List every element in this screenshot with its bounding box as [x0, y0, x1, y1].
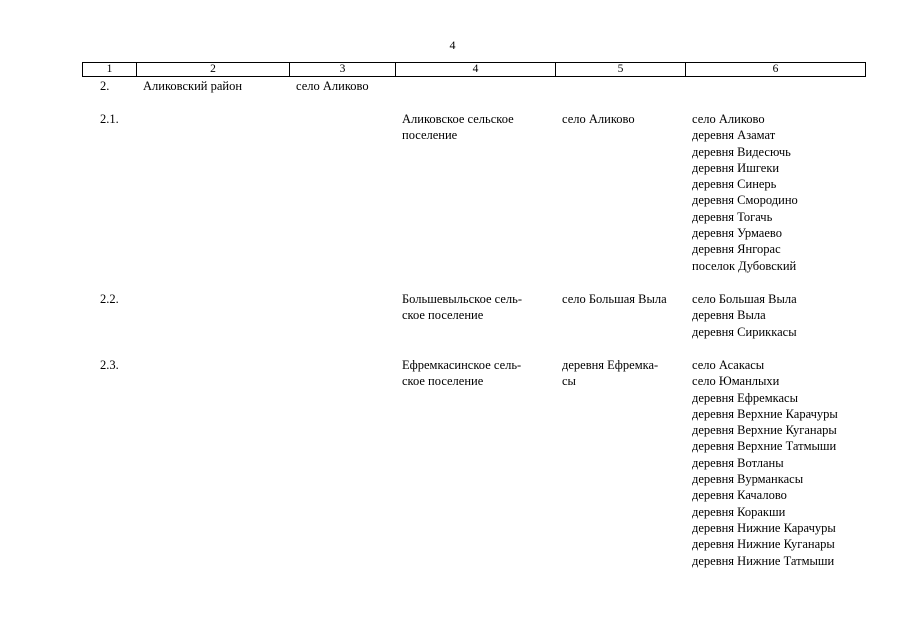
settlement-line: ское поселение: [402, 374, 484, 389]
row-number: 2.2.: [100, 292, 119, 306]
list-item: деревня Верхние Куганары: [692, 423, 837, 438]
list-item: село Асакасы: [692, 358, 765, 372]
row-number: 2.: [100, 79, 110, 93]
admin-center-line: село Большая Выла: [562, 292, 667, 306]
header-col-3: 3: [290, 63, 396, 77]
list-item: деревня Нижние Карачуры: [692, 520, 836, 535]
admin-center-line: сы: [562, 374, 576, 389]
settlement-name: [402, 357, 521, 390]
header-col-6: 6: [686, 63, 866, 77]
list-item: деревня Коракши: [692, 504, 786, 519]
row-number: 2.3.: [100, 358, 119, 372]
header-col-4: 4: [396, 63, 556, 77]
admin-center-line: деревня Ефремка-: [562, 358, 659, 372]
places-list: [692, 111, 798, 274]
settlement-line: Аликовское сельское: [402, 112, 514, 126]
list-item: деревня Качалово: [692, 488, 787, 503]
list-item: деревня Вурманкасы: [692, 472, 804, 487]
settlement-line: поселение: [402, 128, 458, 143]
header-col-2: 2: [137, 63, 290, 77]
admin-center-line: село Аликово: [562, 112, 635, 126]
places-list: [692, 291, 797, 340]
list-item: деревня Верхние Татмыши: [692, 439, 837, 454]
list-item: деревня Нижние Куганары: [692, 537, 835, 552]
list-item: поселок Дубовский: [692, 258, 797, 273]
header-col-5: 5: [556, 63, 686, 77]
list-item: деревня Сириккасы: [692, 324, 797, 339]
list-item: деревня Янгорас: [692, 242, 781, 257]
settlement-name: [402, 111, 514, 144]
list-item: деревня Ишгеки: [692, 160, 780, 175]
page-number: 4: [449, 38, 456, 52]
header-row: [83, 63, 866, 77]
places-list: [692, 357, 838, 569]
list-item: деревня Вотланы: [692, 455, 784, 470]
admin-center: [562, 291, 667, 307]
list-item: деревня Ефремкасы: [692, 390, 798, 405]
admin-center: [562, 111, 635, 127]
header-col-1: 1: [83, 63, 137, 77]
list-item: деревня Выла: [692, 308, 766, 323]
list-item: деревня Тогачь: [692, 209, 773, 224]
list-item: село Аликово: [692, 112, 765, 126]
district-name: Аликовский район: [143, 79, 243, 93]
list-item: деревня Азамат: [692, 128, 776, 143]
settlement-line: Большевыльское сель-: [402, 292, 523, 306]
list-item: деревня Синерь: [692, 177, 777, 192]
list-item: деревня Верхние Карачуры: [692, 406, 838, 421]
settlement-name: [402, 291, 522, 324]
district-center: село Аликово: [296, 79, 369, 93]
column-number-header: [82, 62, 866, 77]
settlement-line: ское поселение: [402, 308, 484, 323]
list-item: село Большая Выла: [692, 292, 797, 306]
list-item: деревня Смородино: [692, 193, 798, 208]
list-item: деревня Видесючь: [692, 144, 791, 159]
settlement-line: Ефремкасинское сель-: [402, 358, 522, 372]
admin-center: [562, 357, 658, 390]
list-item: деревня Урмаево: [692, 226, 782, 241]
row-number: 2.1.: [100, 112, 119, 126]
list-item: село Юманлыхи: [692, 374, 780, 389]
list-item: деревня Нижние Татмыши: [692, 553, 835, 568]
